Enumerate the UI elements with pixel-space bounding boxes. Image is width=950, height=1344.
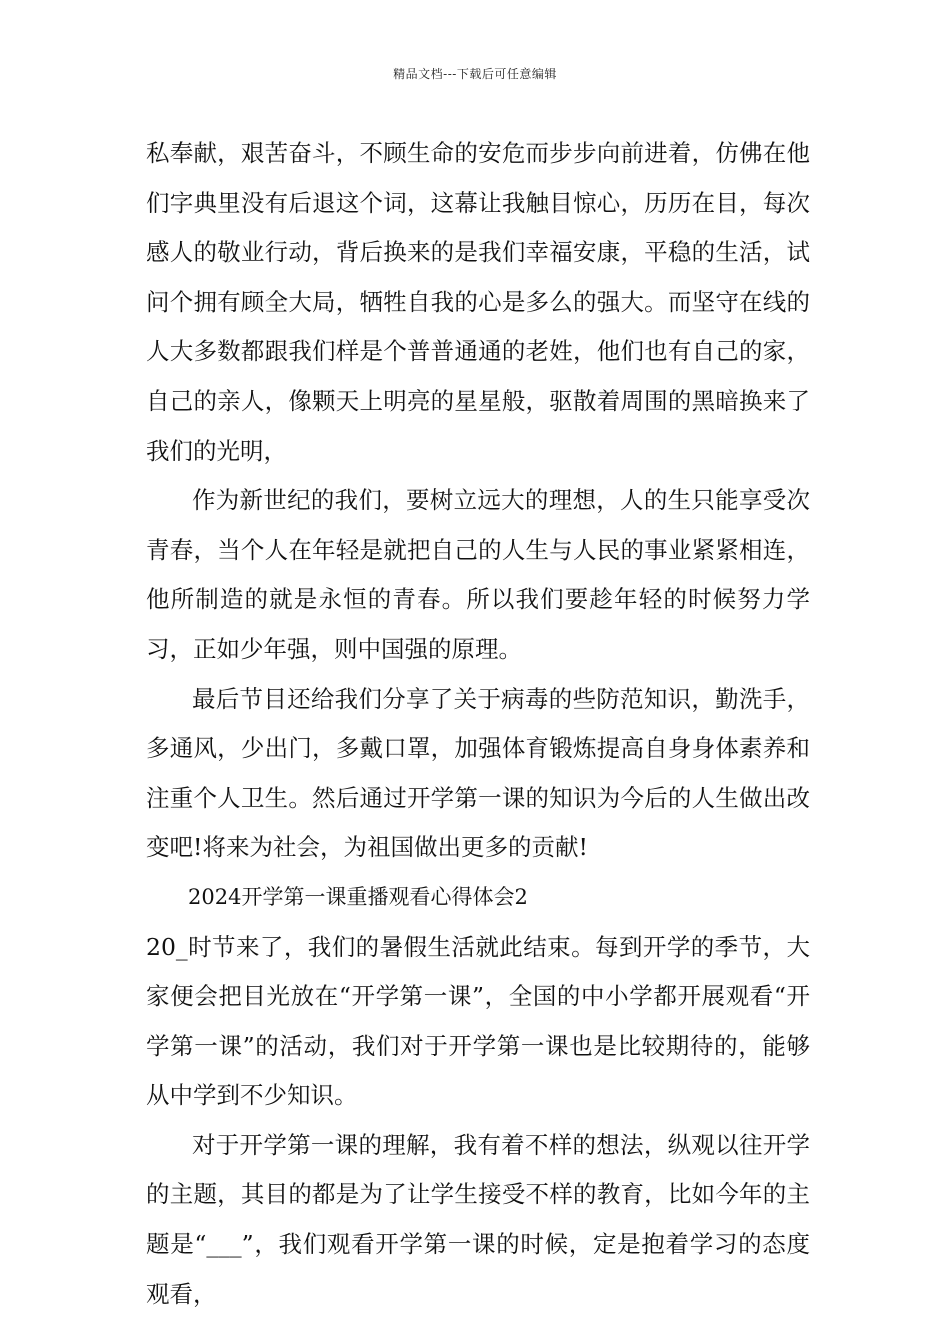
paragraph-continuation: 私奉献，艰苦奋斗，不顾生命的安危而步步向前进着，仿佛在他们字典里没有后退这个词，这幕让我触目惊心，历历在目，每次感人的敬业行动，背后换来的是我们幸福安康，平稳的生活，试问个拥有顾全大局，牺牲自我的心是多么的强大。而坚守在线的人大多数都跟我们样是个普普通通的老姓，他们也有自己的家，自己的亲人，像颗天上明亮的星星般，驱散着周围的黑暗换来了我们的光明， [146, 139, 810, 465]
section-heading: 2024开学第一课重播观看心得体会2 [188, 884, 528, 909]
paragraph-understanding: 对于开学第一课的理解，我有着不样的想法，纵观以往开学的主题，其目的都是为了让学生接受不样的教育，比如今年的主题是“___”，我们观看开学第一课的时候，定是抱着学习的态度观看， [146, 1130, 810, 1308]
paragraph-prevention: 最后节目还给我们分享了关于病毒的些防范知识，勤洗手，多通风，少出门，多戴口罩，加强体育锻炼提高自身身体素养和注重个人卫生。然后通过开学第一课的知识为今后的人生做出改变吧!将来为社会，为祖国做出更多的贡献! [146, 684, 810, 862]
page-header: 精品文档---下载后可任意编辑 [393, 67, 557, 81]
paragraph-ideals: 作为新世纪的我们，要树立远大的理想，人的生只能享受次青春，当个人在年轻是就把自己的人生与人民的事业紧紧相连，他所制造的就是永恒的青春。所以我们要趁年轻的时候努力学习，正如少年强，则中国强的原理。 [146, 486, 810, 663]
document-body [146, 129, 810, 1319]
paragraph-intro: 20_时节来了，我们的暑假生活就此结束。每到开学的季节，大家便会把目光放在“开学第一课”，全国的中小学都开展观看“开学第一课”的活动，我们对于开学第一课也是比较期待的，能够从中学到不少知识。 [146, 932, 810, 1110]
